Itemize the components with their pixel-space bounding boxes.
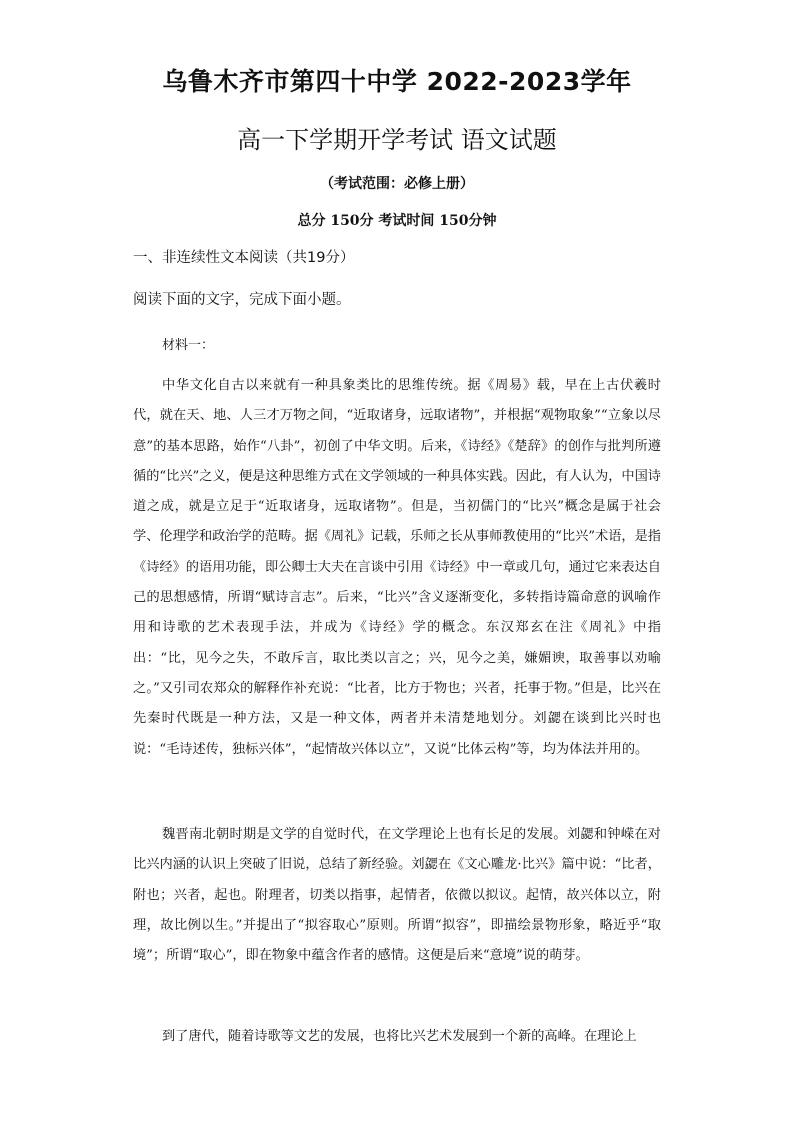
exam-title-line1: 乌鲁木齐市第四十中学 2022-2023学年	[162, 67, 632, 96]
section-instruction: 阅读下面的文字，完成下面小题。	[133, 292, 351, 308]
section-heading: 一、非连续性文本阅读（共19分）	[133, 250, 355, 266]
exam-title-line2: 高一下学期开学考试 语文试题	[237, 126, 557, 154]
paragraph-2: 魏晋南北朝时期是文学的自觉时代，在文学理论上也有长足的发展。刘勰和钟嵘在对比兴内涵的认识上突破了旧说，总结了新经验。刘勰在《文心雕龙·比兴》篇中说：“比者，附也；兴者，起也。附理者，切类以指事，起情者，依微以拟议。起情，故兴体以立，附理，故比例以生。”并提出了“拟容取心”原则。所谓“拟容”，即描绘景物形象，略近乎“取境”；所谓“取心”，即在物象中蕴含作者的感情。这便是后来“意境”说的萌芽。	[133, 827, 661, 964]
material-label: 材料一：	[162, 338, 215, 353]
exam-time-info: 总分 150分 考试时间 150分钟	[297, 213, 497, 229]
paragraph-1: 中华文化自古以来就有一种具象类比的思维传统。据《周易》载，早在上古伏羲时代，就在天、地、人三才万物之间，“近取诸身，远取诸物”，并根据“观物取象”“立象以尽意”的基本思路，始作“八卦”，初创了中华文明。后来，《诗经》《楚辞》的创作与批判所遵循的“比兴”之义，便是这种思维方式在文学领域的一种具体实践。因此，有人认为，中国诗道之成，就是立足于“近取诸身，远取诸物”。但是，当初儒门的“比兴”概念是属于社会学、伦理学和政治学的范畴。据《周礼》记载，乐师之长从事师教使用的“比兴”术语，是指《诗经》的语用功能，即公卿士大夫在言谈中引用《诗经》中一章或几句，通过它来表达自己的思想感情，所谓“赋诗言志”。后来，“比兴”含义逐渐变化，多转指诗篇命意的讽喻作用和诗歌的艺术表现手法，并成为《诗经》学的概念。东汉郑玄在注《周礼》中指出：“比，见今之失，不敢斥言，取比类以言之；兴，见今之美，嫌媚谀，取善事以劝喻之。”又引司农郑众的解释作补充说：“比者，比方于物也；兴者，托事于物。”但是，比兴在先秦时代既是一种方法，又是一种文体，两者并未清楚地划分。刘勰在谈到比兴时也说：“毛诗述传，独标兴体”，“起情故兴体以立”，又说“比体云构”等，均为体法并用的。	[133, 378, 661, 757]
exam-scope: （考试范围：必修上册）	[320, 176, 474, 192]
paragraph-3: 到了唐代，随着诗歌等文艺的发展，也将比兴艺术发展到一个新的高峰。在理论上	[162, 1029, 637, 1044]
